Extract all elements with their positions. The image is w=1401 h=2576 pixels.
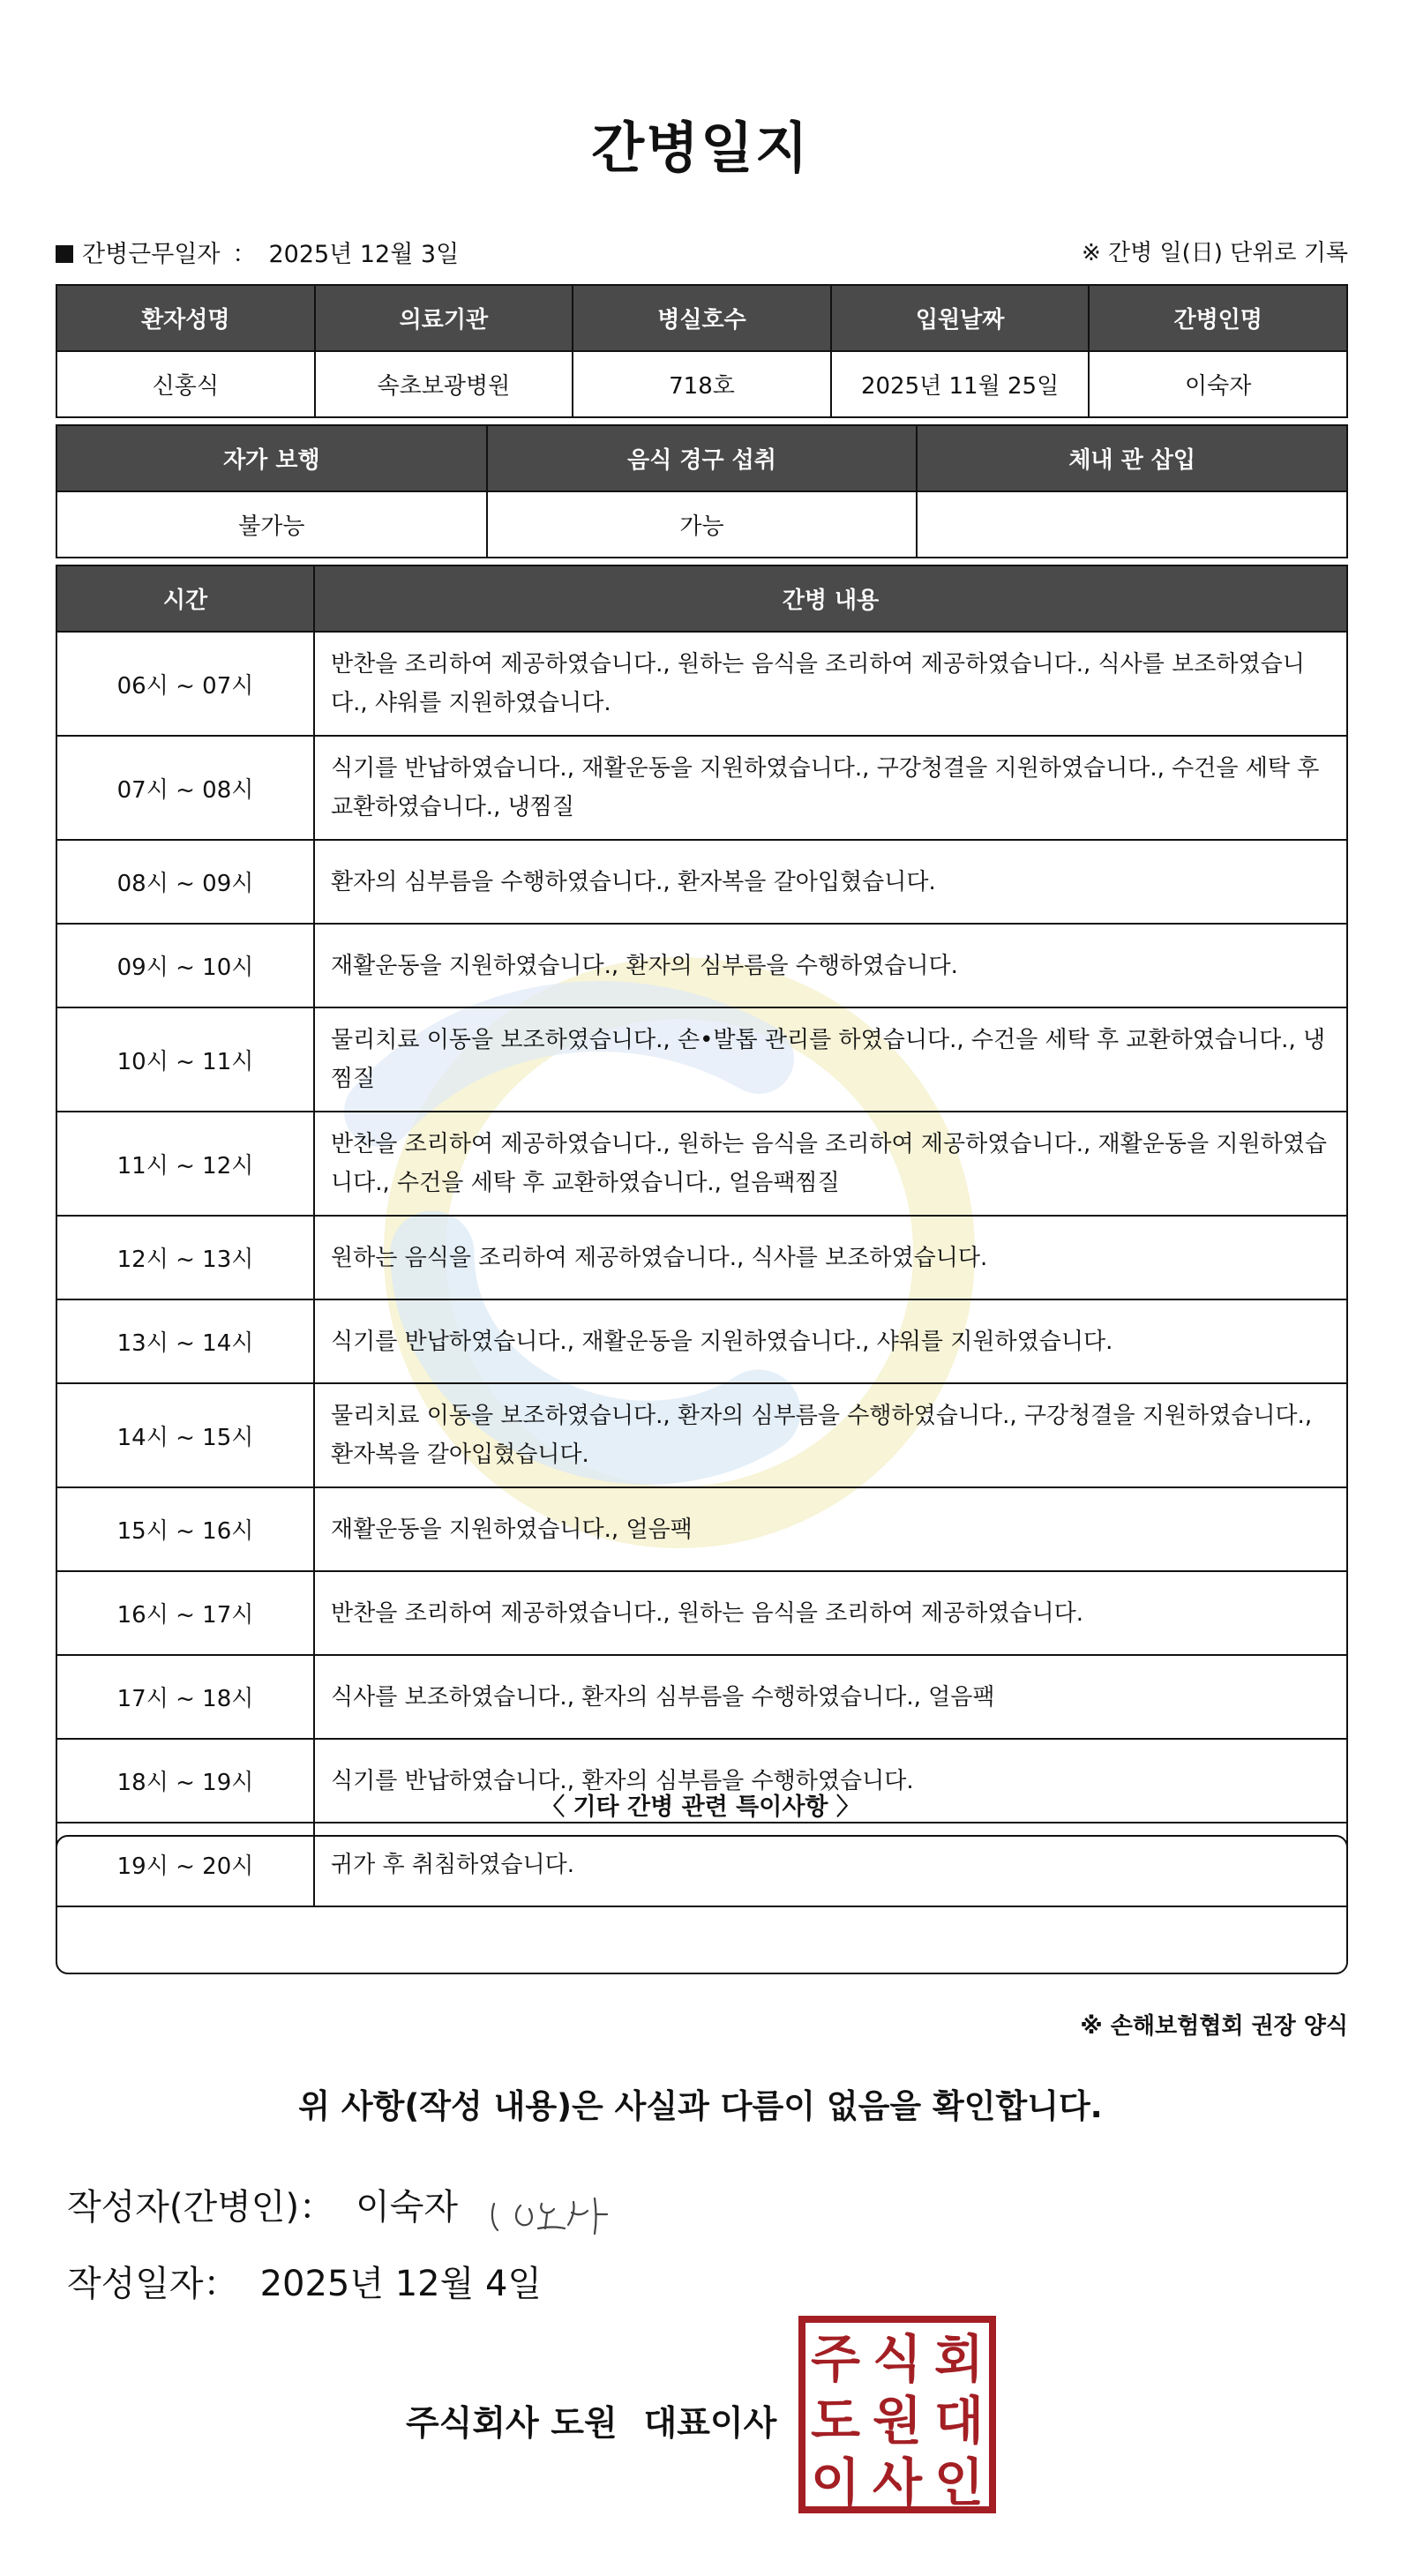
- header-time: 시간: [56, 565, 314, 632]
- tube-insertion-value: [917, 491, 1347, 558]
- row-content: 식사를 보조하였습니다., 환자의 심부름을 수행하였습니다., 얼음팩: [314, 1655, 1347, 1739]
- header-care-content: 간병 내용: [314, 565, 1347, 632]
- written-date-value: 2025년 12월 4일: [259, 2264, 543, 2304]
- row-time: 06시 ~ 07시: [56, 632, 314, 736]
- svg-text:대: 대: [933, 2391, 985, 2451]
- row-time: 12시 ~ 13시: [56, 1216, 314, 1299]
- row-content: 귀가 후 취침하였습니다.: [314, 1823, 1347, 1906]
- record-note: ※ 간병 일(日) 단위로 기록: [1081, 240, 1348, 266]
- header-tube-insertion: 체내 관 삽입: [917, 425, 1347, 491]
- row-content: 반찬을 조리하여 제공하였습니다., 원하는 음식을 조리하여 제공하였습니다.: [314, 1571, 1347, 1655]
- row-time: 17시 ~ 18시: [56, 1655, 314, 1739]
- care-log-table: [56, 565, 1348, 1907]
- row-content: 재활운동을 지원하였습니다., 환자의 심부름을 수행하였습니다.: [314, 924, 1347, 1007]
- patient-info-table: [56, 284, 1348, 418]
- svg-text:도: 도: [810, 2391, 861, 2451]
- oral-intake-value: 가능: [487, 491, 918, 558]
- row-time: 07시 ~ 08시: [56, 736, 314, 840]
- handwritten-signature: [476, 2179, 626, 2250]
- written-date-label: 작성일자：: [67, 2264, 239, 2304]
- table-row: [56, 1216, 1347, 1299]
- patient-status-table: [56, 424, 1348, 558]
- svg-text:사: 사: [872, 2452, 923, 2512]
- row-time: 10시 ~ 11시: [56, 1007, 314, 1112]
- row-time: 18시 ~ 19시: [56, 1739, 314, 1823]
- recommend-note: ※ 손해보험협회 권장 양식: [1080, 2013, 1348, 2040]
- table-row: [56, 1571, 1347, 1655]
- row-time: 08시 ~ 09시: [56, 840, 314, 924]
- table-row: [56, 924, 1347, 1007]
- svg-text:이: 이: [810, 2452, 861, 2512]
- row-time: 13시 ~ 14시: [56, 1299, 314, 1383]
- table-row: [56, 1383, 1347, 1487]
- table-row: [56, 1112, 1347, 1216]
- table-row: [56, 632, 1347, 736]
- header-patient-name: 환자성명: [56, 285, 315, 351]
- row-content: 물리치료 이동을 보조하였습니다., 손•발톱 관리를 하였습니다., 수건을 세탁 후 교환하였습니다., 냉찜질: [314, 1007, 1347, 1112]
- header-oral-intake: 음식 경구 섭취: [487, 425, 918, 491]
- work-date-value: 2025년 12월 3일: [268, 241, 460, 268]
- row-content: 반찬을 조리하여 제공하였습니다., 원하는 음식을 조리하여 제공하였습니다., 재활운동을 지원하였습니다., 수건을 세탁 후 교환하였습니다., 얼음팩찜질: [314, 1112, 1347, 1216]
- patient-name: 신홍식: [56, 351, 315, 417]
- square-bullet-icon: [56, 245, 73, 263]
- row-time: 14시 ~ 15시: [56, 1383, 314, 1487]
- row-time: 19시 ~ 20시: [56, 1823, 314, 1906]
- company-representative: 대표이사: [643, 2404, 777, 2444]
- company-name: 주식회사 도원: [406, 2404, 618, 2444]
- table-row: [56, 1007, 1347, 1112]
- svg-text:식: 식: [872, 2329, 923, 2389]
- special-notes-box: [56, 1835, 1348, 1974]
- row-time: 15시 ~ 16시: [56, 1487, 314, 1571]
- row-content: 재활운동을 지원하였습니다., 얼음팩: [314, 1487, 1347, 1571]
- row-content: 원하는 음식을 조리하여 제공하였습니다., 식사를 보조하였습니다.: [314, 1216, 1347, 1299]
- header-caregiver-name: 간병인명: [1089, 285, 1347, 351]
- table-row: [56, 1299, 1347, 1383]
- row-time: 11시 ~ 12시: [56, 1112, 314, 1216]
- caregiver-name: 이숙자: [1089, 351, 1347, 417]
- row-content: 식기를 반납하였습니다., 환자의 심부름을 수행하였습니다.: [314, 1739, 1347, 1823]
- writer-label: 작성자(간병인)：: [67, 2187, 335, 2228]
- hospital-name: 속초보광병원: [315, 351, 573, 417]
- writer-name: 이숙자: [356, 2187, 458, 2228]
- table-row: [56, 1655, 1347, 1739]
- company-line: [406, 2396, 776, 2445]
- table-row: [56, 1487, 1347, 1571]
- row-content: 환자의 심부름을 수행하였습니다., 환자복을 갈아입혔습니다.: [314, 840, 1347, 924]
- row-content: 반찬을 조리하여 제공하였습니다., 원하는 음식을 조리하여 제공하였습니다., 식사를 보조하였습니다., 샤워를 지원하였습니다.: [314, 632, 1347, 736]
- header-hospital: 의료기관: [315, 285, 573, 351]
- row-content: 물리치료 이동을 보조하였습니다., 환자의 심부름을 수행하였습니다., 구강청결을 지원하였습니다., 환자복을 갈아입혔습니다.: [314, 1383, 1347, 1487]
- written-date-line: [67, 2256, 542, 2306]
- svg-text:원: 원: [872, 2391, 923, 2451]
- confirmation-statement: 위 사항(작성 내용)은 사실과 다름이 없음을 확인합니다.: [298, 2087, 1103, 2125]
- admission-date: 2025년 11월 25일: [831, 351, 1090, 417]
- self-walking-value: 불가능: [56, 491, 487, 558]
- header-room: 병실호수: [573, 285, 831, 351]
- svg-text:인: 인: [933, 2452, 985, 2512]
- special-notes-label: 〈 기타 간병 관련 특이사항 〉: [541, 1793, 860, 1821]
- header-self-walking: 자가 보행: [56, 425, 487, 491]
- writer-line: [67, 2179, 458, 2229]
- room-number: 718호: [573, 351, 831, 417]
- page-title: 간병일지: [591, 116, 810, 180]
- company-seal: [798, 2315, 997, 2514]
- table-row: [56, 840, 1347, 924]
- row-time: 16시 ~ 17시: [56, 1571, 314, 1655]
- header-admission-date: 입원날짜: [831, 285, 1090, 351]
- svg-text:주: 주: [810, 2329, 861, 2389]
- table-row: [56, 736, 1347, 840]
- row-content: 식기를 반납하였습니다., 재활운동을 지원하였습니다., 구강청결을 지원하였습니다., 수건을 세탁 후 교환하였습니다., 냉찜질: [314, 736, 1347, 840]
- row-content: 식기를 반납하였습니다., 재활운동을 지원하였습니다., 샤워를 지원하였습니다.: [314, 1299, 1347, 1383]
- svg-text:회: 회: [933, 2329, 985, 2389]
- work-date: 간병근무일자 ： 2025년 12월 3일: [56, 235, 459, 269]
- row-time: 09시 ~ 10시: [56, 924, 314, 1007]
